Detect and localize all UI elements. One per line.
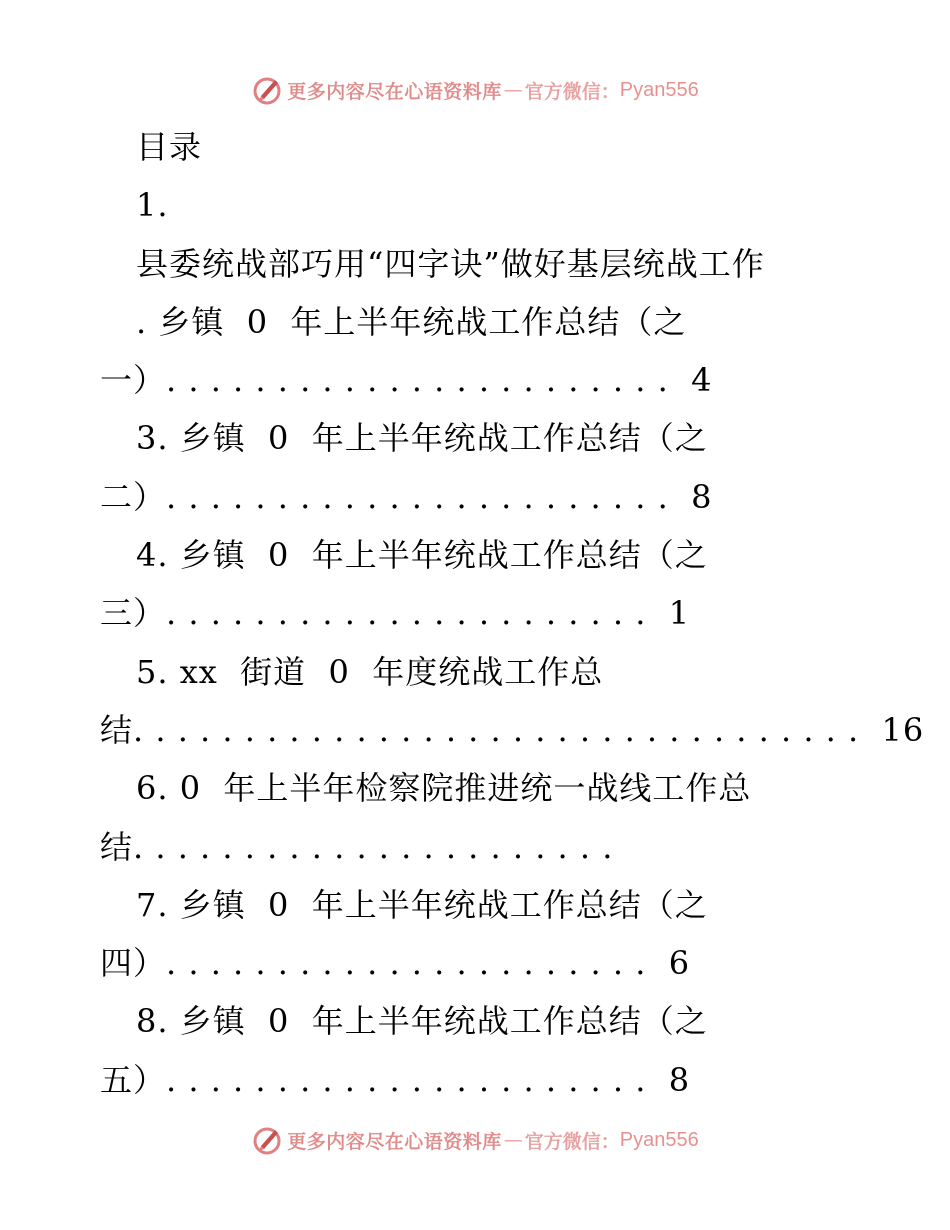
header-watermark-brand: 官方微信： xyxy=(524,80,620,103)
header-watermark-content xyxy=(251,74,699,106)
toc-line: 7. 乡镇 0 年上半年统战工作总结（之 xyxy=(136,885,708,924)
toc-line: 结. . . . . . . . . . . . . . . . . . . . . . xyxy=(100,827,614,866)
toc-line: 4. 乡镇 0 年上半年统战工作总结（之 xyxy=(136,536,708,575)
header-watermark-dash: — xyxy=(503,79,523,101)
toc-line: 3. 乡镇 0 年上半年统战工作总结（之 xyxy=(136,419,708,458)
toc-line: 三）. . . . . . . . . . . . . . . . . . . . . . 1 xyxy=(100,594,691,633)
footer-watermark-text: 更多内容尽在心语资料库 xyxy=(287,1130,502,1153)
footer-watermark xyxy=(0,1120,950,1160)
toc-title: 目录 xyxy=(136,128,203,166)
footer-watermark-id: Pyan556 xyxy=(619,1128,699,1151)
toc-line: 一）. . . . . . . . . . . . . . . . . . . . . . . 4 xyxy=(100,361,713,400)
toc-line: 1. xyxy=(136,186,169,225)
header-watermark-text: 更多内容尽在心语资料库 xyxy=(287,80,502,103)
footer-watermark-dash: — xyxy=(503,1129,523,1151)
toc-line: 县委统战部巧用“四字诀”做好基层统战工作 xyxy=(136,244,765,283)
toc-line: 二）. . . . . . . . . . . . . . . . . . . . . . . 8 xyxy=(100,477,713,516)
table-of-contents xyxy=(100,118,925,1109)
toc-line: 6. 0 年上半年检察院推进统一战线工作总 xyxy=(136,769,752,808)
pen-circle-logo-icon xyxy=(251,1124,283,1156)
pen-circle-logo-icon xyxy=(251,74,283,106)
toc-line: . 乡镇 0 年上半年统战工作总结（之 xyxy=(136,302,687,341)
header-watermark-id: Pyan556 xyxy=(619,78,699,101)
header-watermark xyxy=(0,70,950,110)
toc-line: 结. . . . . . . . . . . . . . . . . . . . . . . . . . . . . . . . . 16 xyxy=(100,710,925,749)
toc-line: 5. xx 街道 0 年度统战工作总 xyxy=(136,652,604,691)
toc-line: 四）. . . . . . . . . . . . . . . . . . . . . . 6 xyxy=(100,944,691,983)
toc-line: 8. 乡镇 0 年上半年统战工作总结（之 xyxy=(136,1002,708,1041)
footer-watermark-content xyxy=(251,1124,699,1156)
footer-watermark-brand: 官方微信： xyxy=(524,1130,620,1153)
toc-line: 五）. . . . . . . . . . . . . . . . . . . . . . 8 xyxy=(100,1060,691,1099)
